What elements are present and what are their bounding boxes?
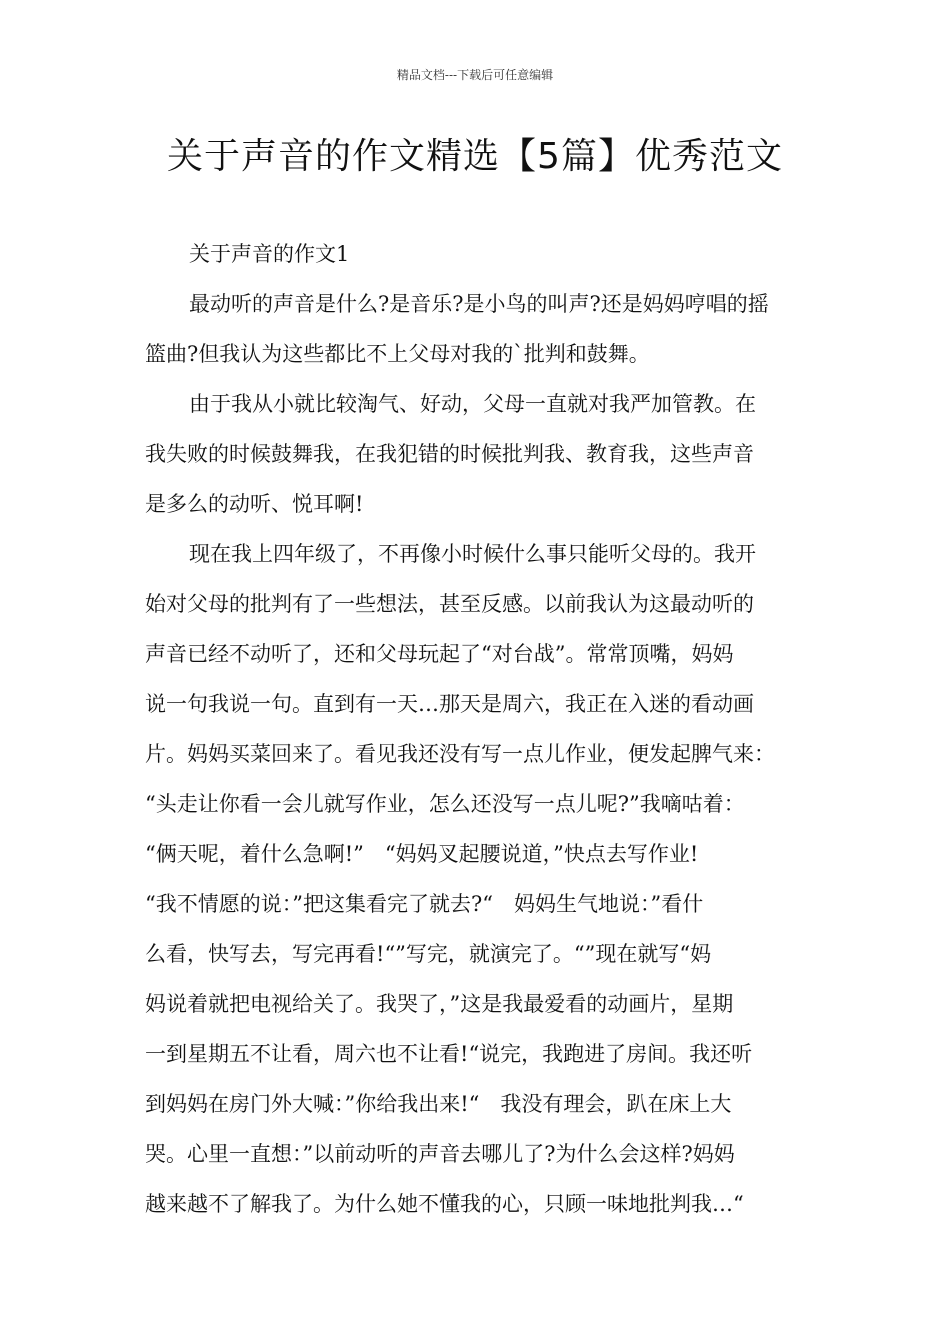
header-note: 精品文档---下载后可任意编辑 (396, 68, 554, 82)
text-line: 妈说着就把电视给关了。我哭了，”这是我最爱看的动画片，星期 (145, 992, 734, 1016)
body-text (145, 229, 810, 1229)
text-line: 越来越不了解我了。为什么她不懂我的心，只顾一味地批判我…“ (145, 1192, 744, 1216)
text-line: 篮曲?但我认为这些都比不上父母对我的`批判和鼓舞。 (145, 342, 650, 366)
text-line: “俩天呢，着什么急啊!” “妈妈叉起腰说道，”快点去写作业! (145, 842, 699, 866)
text-line: 现在我上四年级了，不再像小时候什么事只能听父母的。我开 (189, 542, 756, 566)
document-title: 关于声音的作文精选【5篇】优秀范文 (167, 136, 783, 177)
text-line: 关于声音的作文1 (189, 242, 350, 266)
text-line: 片。妈妈买菜回来了。看见我还没有写一点儿作业，便发起脾气来： (145, 742, 775, 766)
text-line: 是多么的动听、悦耳啊! (145, 492, 364, 516)
text-line: “我不情愿的说：”把这集看完了就去?“ 妈妈生气地说：”看什 (145, 892, 704, 916)
text-line: 说一句我说一句。直到有一天…那天是周六，我正在入迷的看动画 (145, 692, 754, 716)
text-line: 最动听的声音是什么?是音乐?是小鸟的叫声?还是妈妈哼唱的摇 (189, 292, 769, 316)
text-line: “头走让你看一会儿就写作业，怎么还没写一点儿呢?”我嘀咕着： (145, 792, 745, 816)
text-line: 我失败的时候鼓舞我，在我犯错的时候批判我、教育我，这些声音 (145, 442, 754, 466)
text-line: 声音已经不动听了，还和父母玩起了“对台战”。常常顶嘴，妈妈 (145, 642, 734, 666)
text-line: 么看，快写去，写完再看!“”写完，就演完了。“”现在就写“妈 (145, 942, 712, 966)
text-line: 到妈妈在房门外大喊：”你给我出来!“ 我没有理会，趴在床上大 (145, 1092, 732, 1116)
text-line: 一到星期五不让看，周六也不让看!“说完，我跑进了房间。我还听 (145, 1042, 753, 1066)
text-line: 哭。心里一直想：”以前动听的声音去哪儿了?为什么会这样?妈妈 (145, 1142, 735, 1166)
text-line: 始对父母的批判有了一些想法，甚至反感。以前我认为这最动听的 (145, 592, 754, 616)
text-line: 由于我从小就比较淘气、好动，父母一直就对我严加管教。在 (189, 392, 756, 416)
